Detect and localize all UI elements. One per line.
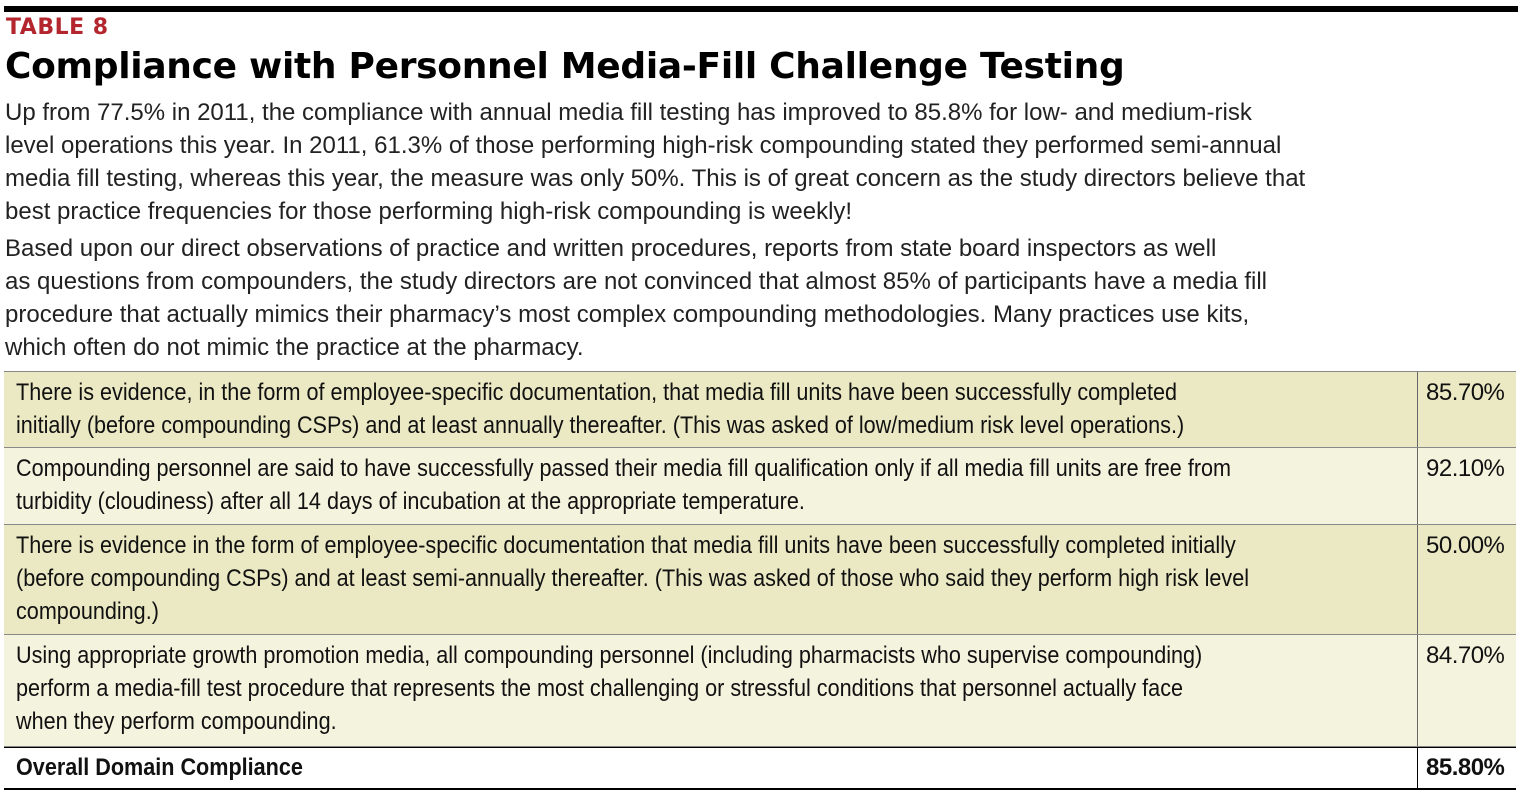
total-label-text: Overall Domain Compliance xyxy=(16,754,303,781)
text-line: compounding.) xyxy=(16,598,159,625)
text-line: as questions from compounders, the study directors are not convinced that almost 85% of participants have a media fill xyxy=(5,268,1267,295)
table-label: TABLE 8 xyxy=(6,15,109,40)
table-row xyxy=(4,635,1516,747)
value-cell: 85.70% xyxy=(1426,379,1505,406)
page-title: Compliance with Personnel Media-Fill Challenge Testing xyxy=(5,46,1125,87)
text-line: Based upon our direct observations of practice and written procedures, reports from state board inspectors as well xyxy=(5,235,1217,262)
value-cell: 84.70% xyxy=(1426,642,1505,669)
compliance-table xyxy=(4,371,1516,790)
question-cell xyxy=(4,448,1418,524)
text-line: Compounding personnel are said to have successfully passed their media fill qualification only if all media fill units are free from xyxy=(16,455,1232,482)
value-cell: 50.00% xyxy=(1426,532,1505,559)
observation-paragraph xyxy=(5,232,1505,364)
total-value: 85.80% xyxy=(1426,754,1505,781)
table-row xyxy=(4,525,1516,635)
text-line: procedure that actually mimics their pharmacy’s most complex compounding methodologies. Many practices use kits, xyxy=(5,301,1250,328)
text-line: perform a media-fill test procedure that represents the most challenging or stressful conditions that personnel actually face xyxy=(16,675,1184,702)
table-row xyxy=(4,372,1516,448)
text-line: level operations this year. In 2011, 61.3% of those performing high-risk compounding stated they performed semi-annual xyxy=(5,132,1282,159)
text-line: best practice frequencies for those performing high-risk compounding is weekly! xyxy=(5,198,853,225)
text-line: There is evidence, in the form of employee-specific documentation, that media fill units have been successfully completed xyxy=(16,379,1177,406)
question-cell xyxy=(4,635,1418,746)
text-line: There is evidence in the form of employee-specific documentation that media fill units have been successfully completed initially xyxy=(16,532,1236,559)
total-label xyxy=(4,748,1418,788)
text-line: (before compounding CSPs) and at least semi-annually thereafter. (This was asked of those who said they perform high risk level xyxy=(16,565,1250,592)
text-line: Up from 77.5% in 2011, the compliance with annual media fill testing has improved to 85.8% for low- and medium-risk xyxy=(5,99,1252,126)
table-row xyxy=(4,448,1516,525)
total-row xyxy=(4,747,1516,790)
text-line: turbidity (cloudiness) after all 14 days of incubation at the appropriate temperature. xyxy=(16,488,805,515)
text-line: which often do not mimic the practice at the pharmacy. xyxy=(5,334,584,361)
top-rule xyxy=(4,6,1518,12)
question-cell xyxy=(4,525,1418,634)
value-cell: 92.10% xyxy=(1426,455,1505,482)
text-line: media fill testing, whereas this year, the measure was only 50%. This is of great concern as the study directors believe that xyxy=(5,165,1306,192)
text-line: initially (before compounding CSPs) and at least annually thereafter. (This was asked of low/medium risk level operations.) xyxy=(16,412,1185,439)
text-line: Using appropriate growth promotion media, all compounding personnel (including pharmacists who supervise compounding) xyxy=(16,642,1203,669)
text-line: when they perform compounding. xyxy=(16,708,337,735)
question-cell xyxy=(4,372,1418,447)
intro-paragraph xyxy=(5,96,1505,228)
